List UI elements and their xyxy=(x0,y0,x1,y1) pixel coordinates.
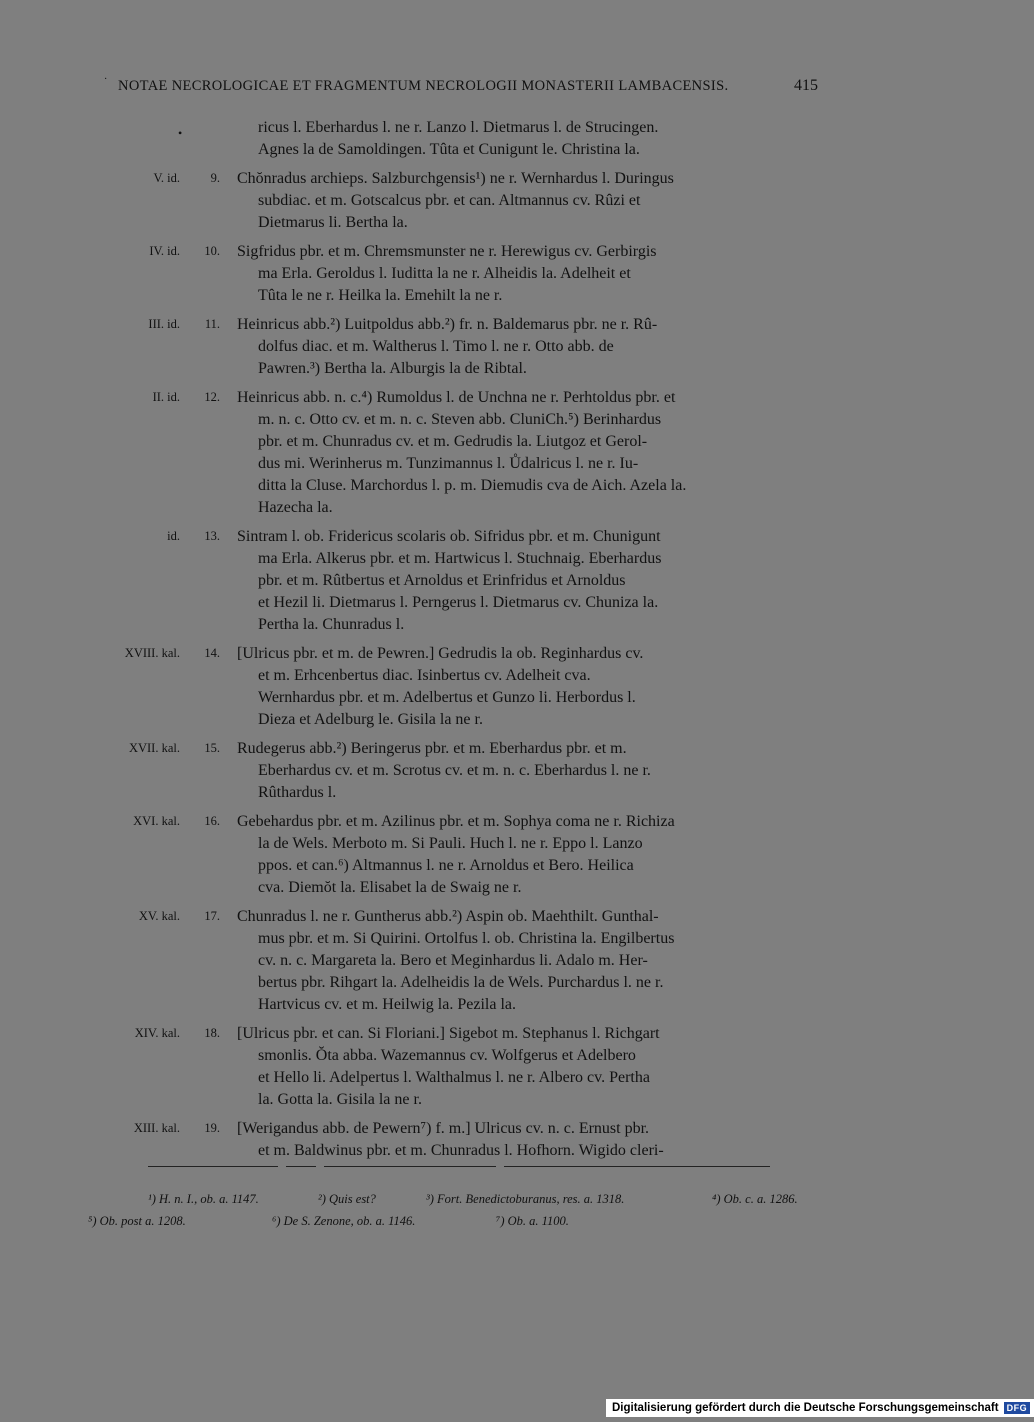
day-number: 13. xyxy=(204,529,220,543)
calendar-date: XV. kal. xyxy=(138,909,180,923)
page-number: 415 xyxy=(794,77,818,94)
footnote: ⁷) Ob. a. 1100. xyxy=(496,1214,569,1228)
calendar-date: XVIII. kal. xyxy=(124,646,180,660)
text-line: [Ulricus pbr. et can. Si Floriani.] Sigebot m. Stephanus l. Richgart xyxy=(237,1025,660,1042)
running-title: NOTAE NECROLOGICAE ET FRAGMENTUM NECROLOGII MONASTERII LAMBACENSIS. xyxy=(118,78,729,94)
text-line: Pawren.³) Bertha la. Alburgis la de Ribtal. xyxy=(258,360,527,377)
footnote-line xyxy=(0,1192,1000,1214)
text-line: la de Wels. Merboto m. Si Pauli. Huch l. ne r. Eppo l. Lanzo xyxy=(258,835,643,852)
footnote: ⁴) Ob. c. a. 1286. xyxy=(712,1192,798,1206)
calendar-date: XVI. kal. xyxy=(133,814,180,828)
text-line: dolfus diac. et m. Waltherus l. Timo l. ne r. Otto abb. de xyxy=(258,338,614,355)
text-line: Heinricus abb. n. c.⁴) Rumoldus l. de Unchna ne r. Perhtoldus pbr. et xyxy=(237,389,676,406)
calendar-date: V. id. xyxy=(153,171,180,185)
day-number: 12. xyxy=(204,390,220,404)
text-line: ma Erla. Alkerus pbr. et m. Hartwicus l. Stuchnaig. Eberhardus xyxy=(258,550,662,567)
necrology-entry xyxy=(0,241,1000,307)
text-line: Dieza et Adelburg le. Gisila la ne r. xyxy=(258,711,483,728)
footnote: ³) Fort. Benedictoburanus, res. a. 1318. xyxy=(426,1192,625,1206)
text-line: Sintram l. ob. Fridericus scolaris ob. Sifridus pbr. et m. Chunigunt xyxy=(237,528,661,545)
necrology-body xyxy=(0,117,1000,1169)
text-line: m. n. c. Otto cv. et m. n. c. Steven abb. CluniCh.⁵) Berinhardus xyxy=(258,411,662,428)
text-line: Hazecha la. xyxy=(258,499,333,516)
text-line: [Ulricus pbr. et m. de Pewren.] Gedrudis la ob. Reginhardus cv. xyxy=(237,645,644,662)
text-line: la. Gotta la. Gisila la ne r. xyxy=(258,1091,422,1108)
text-line: Eberhardus cv. et m. Scrotus cv. et m. n. c. Eberhardus l. ne r. xyxy=(258,762,651,779)
day-number: 10. xyxy=(204,244,220,258)
text-line: et m. Baldwinus pbr. et m. Chunradus l. Hofhorn. Wigido cleri- xyxy=(258,1142,664,1159)
text-line: Tûta le ne r. Heilka la. Emehilt la ne r. xyxy=(258,287,503,304)
necrology-entry xyxy=(0,314,1000,380)
necrology-entry xyxy=(0,738,1000,804)
text-line: [Werigandus abb. de Pewern⁷) f. m.] Ulricus cv. n. c. Ernust pbr. xyxy=(237,1120,650,1137)
necrology-entry xyxy=(0,117,1000,161)
day-number: 11. xyxy=(204,317,220,331)
text-line: Heinricus abb.²) Luitpoldus abb.²) fr. n. Baldemarus pbr. ne r. Rû- xyxy=(237,316,658,333)
text-line: et Hezil li. Dietmarus l. Perngerus l. Dietmarus cv. Chuniza la. xyxy=(258,594,659,611)
calendar-date: IV. id. xyxy=(149,244,180,258)
text-line: Agnes la de Samoldingen. Tûta et Cunigunt le. Christina la. xyxy=(258,141,640,158)
text-line: Wernhardus pbr. et m. Adelbertus et Gunzo li. Herbordus l. xyxy=(258,689,636,706)
necrology-entry xyxy=(0,643,1000,731)
footnote: ⁶) De S. Zenone, ob. a. 1146. xyxy=(272,1214,416,1228)
running-header xyxy=(0,74,1000,102)
text-line: Rûthardus l. xyxy=(258,784,337,801)
footnote-line xyxy=(0,1214,1000,1236)
text-line: cv. n. c. Margareta la. Bero et Meginhardus li. Adalo m. Her- xyxy=(258,952,648,969)
day-number: 15. xyxy=(204,741,220,755)
calendar-date: XVII. kal. xyxy=(128,741,180,755)
header-mark: · xyxy=(104,74,108,85)
text-line: Dietmarus li. Bertha la. xyxy=(258,214,408,231)
calendar-date: XIV. kal. xyxy=(134,1026,180,1040)
footnote: ²) Quis est? xyxy=(318,1192,376,1206)
dfg-logo-icon: DFG xyxy=(1004,1402,1031,1414)
text-line: dus mi. Werinherus m. Tunzimannus l. Ůdalricus l. ne r. Iu- xyxy=(258,455,639,472)
text-line: Gebehardus pbr. et m. Azilinus pbr. et m. Sophya coma ne r. Richiza xyxy=(237,813,675,830)
text-line: Pertha la. Chunradus l. xyxy=(258,616,405,633)
text-line: ditta la Cluse. Marchordus l. p. m. Diemudis cva de Aich. Azela la. xyxy=(258,477,687,494)
text-line: et m. Erhcenbertus diac. Isinbertus cv. Adelheit cva. xyxy=(258,667,591,684)
text-line: Sigfridus pbr. et m. Chremsmunster ne r. Herewigus cv. Gerbirgis xyxy=(237,243,657,260)
text-line: Chŏnradus archieps. Salzburchgensis¹) ne r. Wernhardus l. Duringus xyxy=(237,170,674,187)
dfg-funding-banner xyxy=(606,1399,1034,1417)
necrology-entry xyxy=(0,168,1000,234)
text-line: Chunradus l. ne r. Guntherus abb.²) Aspin ob. Maehthilt. Gunthal- xyxy=(237,908,659,925)
day-number: 19. xyxy=(204,1121,220,1135)
footnotes xyxy=(0,1192,1000,1236)
necrology-entry xyxy=(0,1023,1000,1111)
day-number: 18. xyxy=(204,1026,220,1040)
day-number: 9. xyxy=(210,171,220,185)
calendar-date: XIII. kal. xyxy=(133,1121,180,1135)
text-line: Hartvicus cv. et m. Heilwig la. Pezila la. xyxy=(258,996,516,1013)
footnote-separator xyxy=(148,1166,770,1168)
footnote: ⁵) Ob. post a. 1208. xyxy=(88,1214,186,1228)
footnote: ¹) H. n. I., ob. a. 1147. xyxy=(148,1192,259,1206)
text-line: subdiac. et m. Gotscalcus pbr. et can. Altmannus cv. Rûzi et xyxy=(258,192,641,209)
text-line: cva. Diemŏt la. Elisabet la de Swaig ne r. xyxy=(258,879,522,896)
necrology-entry xyxy=(0,811,1000,899)
necrology-entry xyxy=(0,1118,1000,1162)
day-number: 17. xyxy=(204,909,220,923)
calendar-date: id. xyxy=(167,529,180,543)
text-line: ppos. et can.⁶) Altmannus l. ne r. Arnoldus et Bero. Heilica xyxy=(258,857,634,874)
dfg-funding-text: Digitalisierung gefördert durch die Deutsche Forschungsgemeinschaft xyxy=(612,1402,999,1414)
day-number: 14. xyxy=(204,646,220,660)
necrology-entry xyxy=(0,387,1000,519)
text-line: et Hello li. Adelpertus l. Walthalmus l. ne r. Albero cv. Pertha xyxy=(258,1069,650,1086)
text-line: Rudegerus abb.²) Beringerus pbr. et m. Eberhardus pbr. et m. xyxy=(237,740,627,757)
text-line: ma Erla. Geroldus l. Iuditta la ne r. Alheidis la. Adelheit et xyxy=(258,265,631,282)
necrology-entry xyxy=(0,906,1000,1016)
calendar-date: II. id. xyxy=(152,390,180,404)
text-line: mus pbr. et m. Si Quirini. Ortolfus l. ob. Christina la. Engilbertus xyxy=(258,930,675,947)
necrology-entry xyxy=(0,526,1000,636)
text-line: pbr. et m. Rûtbertus et Arnoldus et Erinfridus et Arnoldus xyxy=(258,572,626,589)
text-line: pbr. et m. Chunradus cv. et m. Gedrudis la. Liutgoz et Gerol- xyxy=(258,433,648,450)
text-line: ricus l. Eberhardus l. ne r. Lanzo l. Dietmarus l. de Strucingen. xyxy=(258,119,659,136)
text-line: bertus pbr. Rihgart la. Adelheidis la de Wels. Purchardus l. ne r. xyxy=(258,974,664,991)
day-number: 16. xyxy=(204,814,220,828)
text-line: smonlis. Ŏta abba. Wazemannus cv. Wolfgerus et Adelbero xyxy=(258,1047,636,1064)
stray-mark: • xyxy=(178,126,183,140)
calendar-date: III. id. xyxy=(148,317,180,331)
